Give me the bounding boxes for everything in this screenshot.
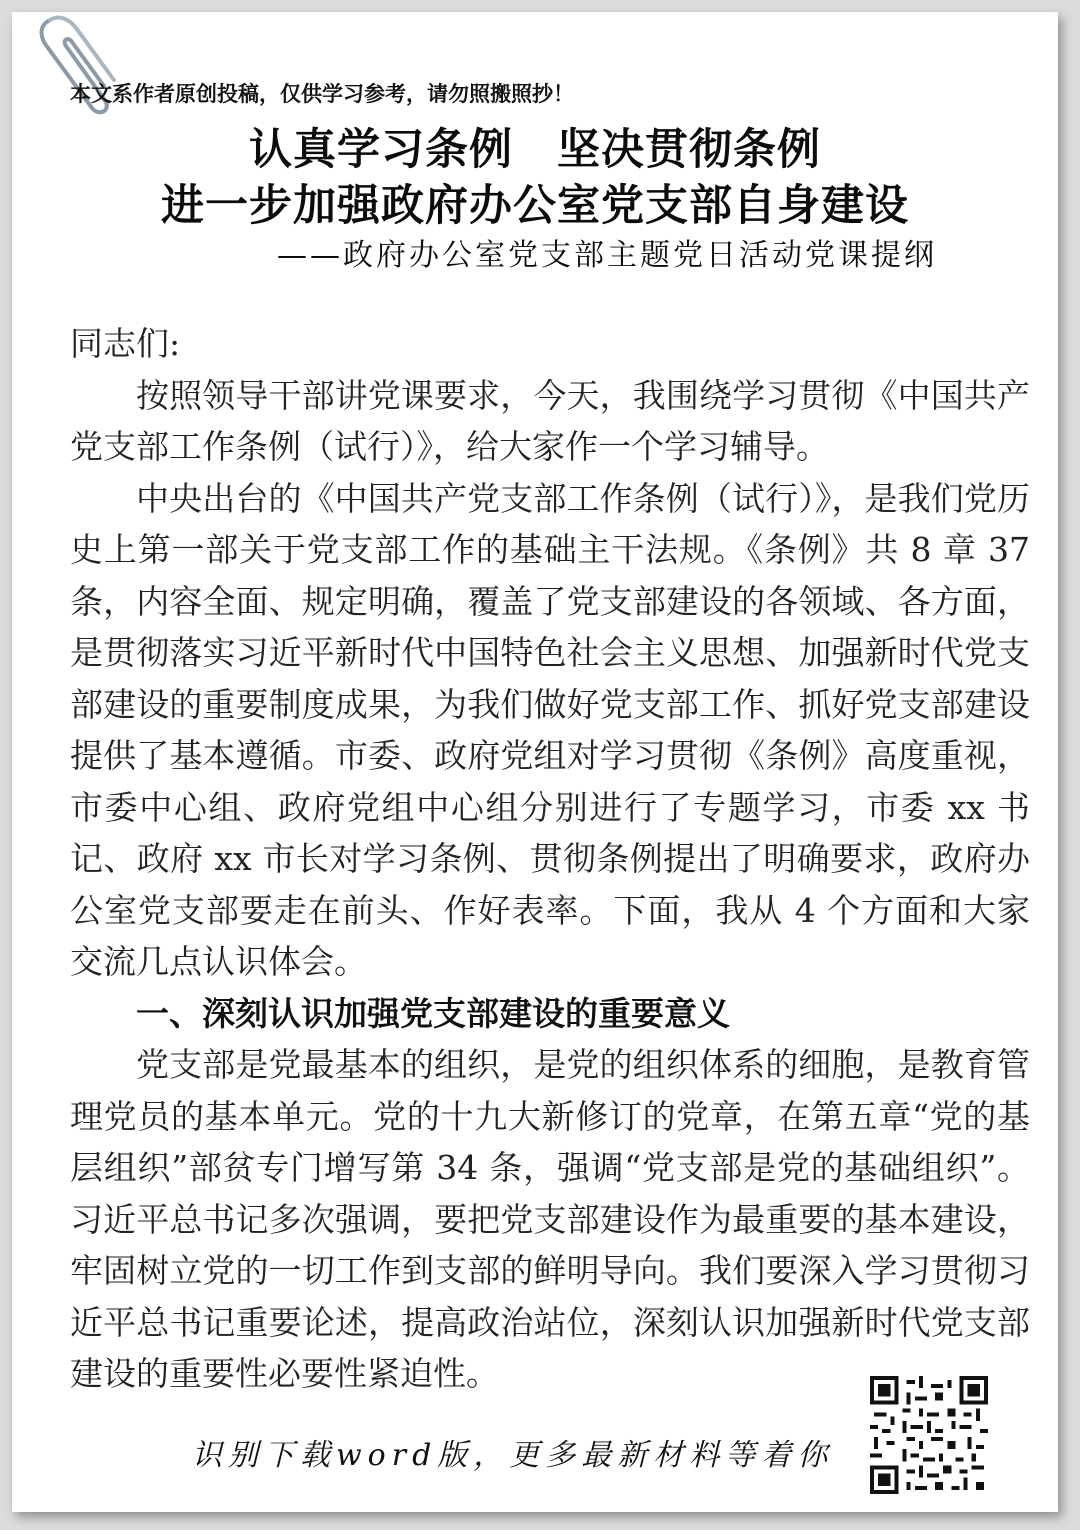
qr-code-icon[interactable] [870, 1376, 988, 1494]
title-line-2: 进一步加强政府办公室党支部自身建设 [161, 181, 909, 231]
title-line-1: 认真学习条例 坚决贯彻条例 [249, 125, 821, 175]
paragraph: 按照领导干部讲党课要求，今天，我围绕学习贯彻《中国共产党支部工作条例（试行）》，给大家作一个学习辅导。 [70, 375, 1030, 466]
section-heading: 一、深刻认识加强党支部建设的重要意义 [136, 993, 730, 1033]
paragraph: 中央出台的《中国共产党支部工作条例（试行）》，是我们党历史上第一部关于党支部工作的基础主干法规。《条例》共 8 章 37 条，内容全面、规定明确，覆盖了党支部建设的各领域、各方面，是贯彻落实习近平新时代中国特色社会主义思想、加强新时代党支部建设的重要制度成果，为我们做好党支部工作、抓好党支部建设提供了基本遵循。市委、政府党组对学习贯彻《条例》高度重视，市委中心组、政府党组中心组分别进行了专题学习，市委 xx 书记、政府 xx 市长对学习条例、贯彻条例提出了明确要求，政府办公室党支部要走在前头、作好表率。下面，我从 4 个方面和大家交流几点认识体会。 [70, 478, 1030, 981]
copyright-notice: 本文系作者原创投稿，仅供学习参考，请勿照搬照抄！ [70, 81, 574, 106]
document-body [70, 318, 1030, 1400]
download-prompt: 识别下载word版，更多最新材料等着你 [192, 1438, 834, 1473]
paragraph: 党支部是党最基本的组织，是党的组织体系的细胞，是教育管理党员的基本单元。党的十九大新修订的党章，在第五章“党的基层组织”部贫专门增写第 34 条，强调“党支部是党的基础组织”。习近平总书记多次强调，要把党支部建设作为最重要的基本建设，牢固树立党的一切工作到支部的鲜明导向。我们要深入学习贯彻习近平总书记重要论述，提高政治站位，深刻认识加强新时代党支部建设的重要性必要性紧迫性。 [70, 1045, 1030, 1393]
document-page [12, 12, 1058, 1512]
subtitle: ——政府办公室党支部主题党日活动党课提纲 [277, 238, 937, 273]
greeting: 同志们: [70, 324, 181, 363]
